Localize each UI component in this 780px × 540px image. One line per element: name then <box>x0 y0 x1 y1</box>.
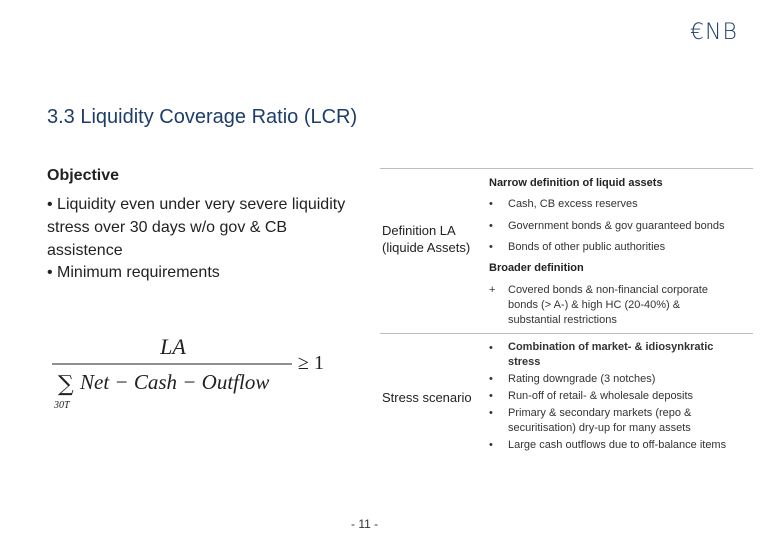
objective-bullet-liquidity: • Liquidity even under very severe liquidity stress over 30 days w/o gov & CB assistence <box>47 196 346 259</box>
stress-item: Run-off of retail- & wholesale deposits <box>508 390 694 402</box>
bullet: • <box>489 373 493 385</box>
objective-heading: Objective <box>47 167 120 184</box>
bullet: • <box>489 241 493 253</box>
stress-item: Large cash outflows due to off-balance items <box>508 439 727 451</box>
stress-item: Combination of market- & idiosynkratic stress <box>508 341 714 368</box>
narrow-item: Cash, CB excess reserves <box>508 198 638 210</box>
formula-denominator: Net − Cash − Outflow <box>80 370 270 394</box>
onb-logo: €NB <box>690 20 738 45</box>
slide-title: 3.3 Liquidity Coverage Ratio (LCR) <box>47 106 358 128</box>
narrow-item: Bonds of other public authorities <box>508 241 666 253</box>
definition-label-line2: (liquide Assets) <box>382 240 471 255</box>
broader-item: Covered bonds & non-financial corporate bonds (> A-) & high HC (20-40%) & substantial restrictions <box>508 284 708 326</box>
formula-numerator: LA <box>160 334 186 359</box>
lcr-formula <box>50 333 340 413</box>
definition-label <box>382 222 470 256</box>
sum-subscript: 30T <box>54 400 70 411</box>
stress-item: Rating downgrade (3 notches) <box>508 373 656 385</box>
definition-label-line1: Definition LA <box>382 223 456 238</box>
stress-label: Stress scenario <box>382 390 472 405</box>
bullet: • <box>489 439 493 451</box>
narrow-heading: Narrow definition of liquid assets <box>489 177 663 189</box>
formula-relation: ≥ 1 <box>298 352 324 374</box>
bullet: • <box>489 198 493 210</box>
sum-sign: ∑ <box>58 372 74 397</box>
bullet: • <box>489 220 493 232</box>
plus-bullet: + <box>489 284 496 296</box>
stress-item: Primary & secondary markets (repo & securitisation) dry-up for many assets <box>508 407 692 434</box>
bullet: • <box>489 342 493 354</box>
table-top-rule <box>380 168 753 169</box>
table-middle-rule <box>380 333 753 334</box>
objective-bullet-minimum: • Minimum requirements <box>47 264 220 281</box>
bullet: • <box>489 407 493 419</box>
narrow-item: Government bonds & gov guaranteed bonds <box>508 220 725 232</box>
page-number: - 11 - <box>351 517 379 531</box>
broader-heading: Broader definition <box>489 262 584 274</box>
bullet: • <box>489 390 493 402</box>
